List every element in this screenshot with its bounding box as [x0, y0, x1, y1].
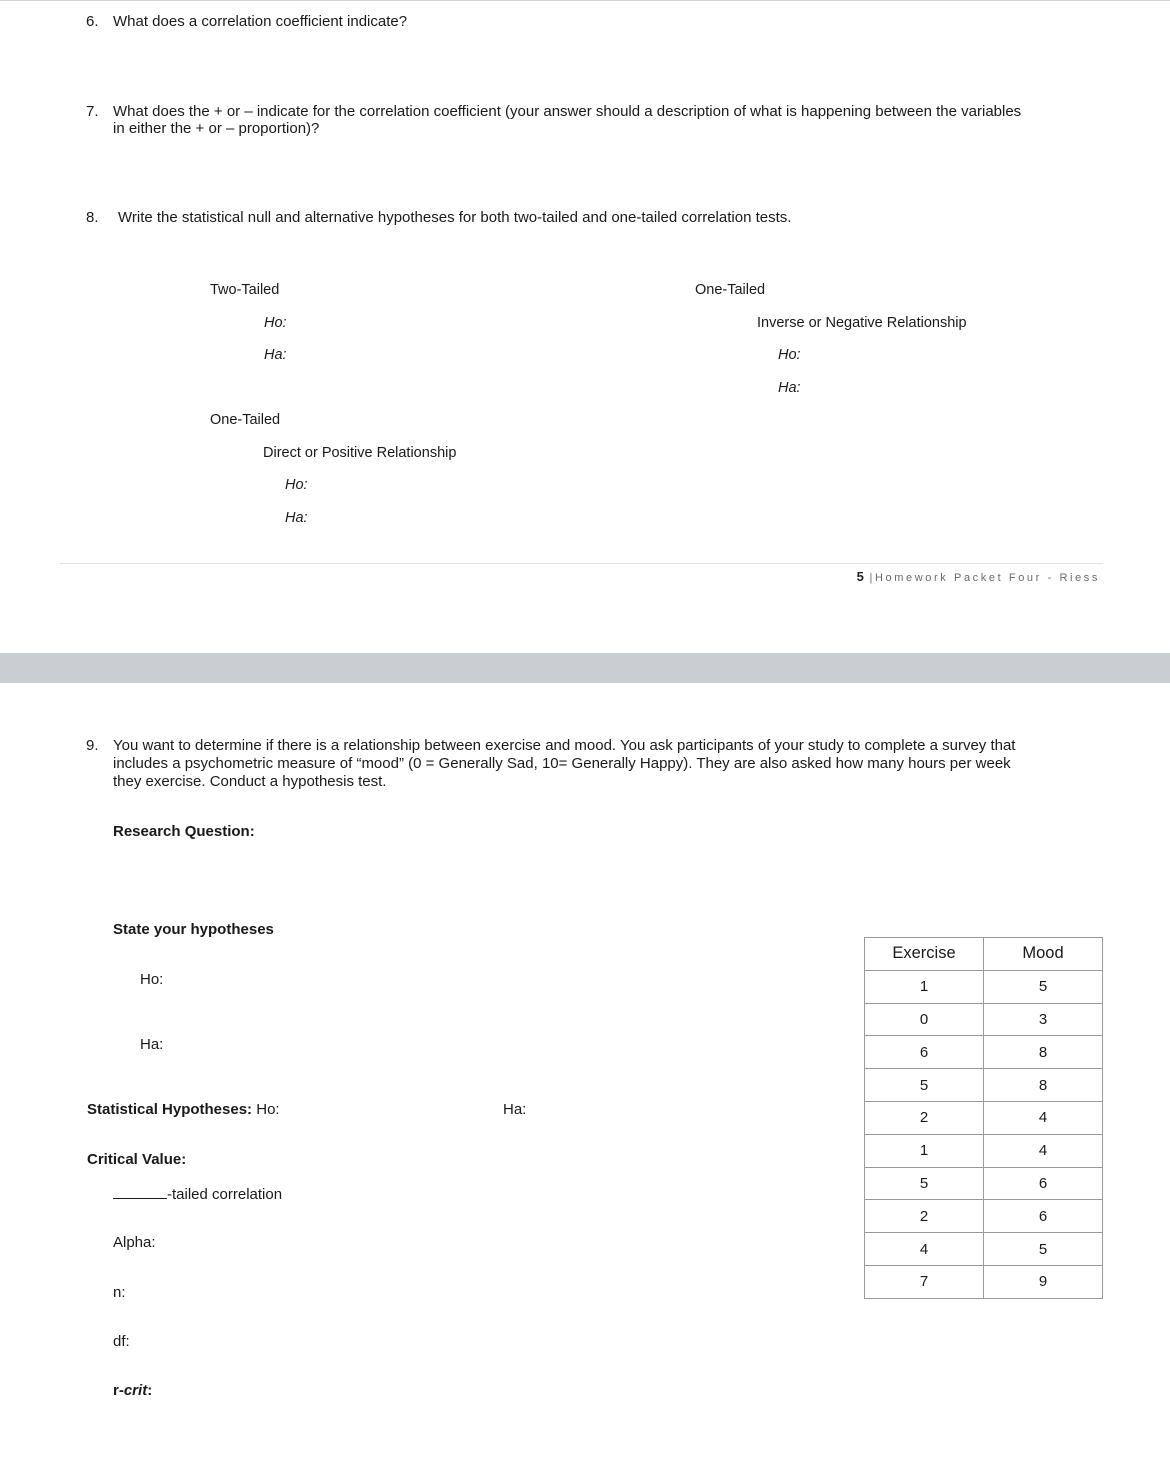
q6-number: 6.: [86, 13, 99, 30]
question-7: [86, 103, 99, 121]
exercise-cell: 5: [865, 1069, 984, 1102]
tailed-correlation-line: [113, 1184, 282, 1204]
table-row: [865, 1200, 1103, 1233]
q7-line-2: in either the + or – proportion)?: [113, 120, 320, 137]
statistical-hypotheses: [87, 1101, 280, 1119]
exercise-mood-table: [864, 937, 1103, 1299]
mood-cell: 9: [984, 1265, 1103, 1298]
page-break-band: [0, 653, 1170, 683]
positive-relationship-label: Direct or Positive Relationship: [263, 445, 457, 461]
footer-rule: [60, 563, 1103, 564]
q9-line-2: includes a psychometric measure of “mood” (0 = Generally Sad, 10= Generally Happy). They are also asked how many hours per week: [113, 755, 1011, 772]
q8-number: 8.: [86, 209, 99, 226]
state-hypotheses-label: State your hypotheses: [113, 921, 274, 938]
q9-ha: Ha:: [140, 1036, 164, 1053]
question-6: [86, 13, 408, 31]
mood-cell: 6: [984, 1200, 1103, 1233]
statistical-ha: Ha:: [503, 1101, 527, 1118]
exercise-cell: 4: [865, 1233, 984, 1266]
q9-line-1: You want to determine if there is a relationship between exercise and mood. You ask participants of your study to complete a survey that: [113, 737, 1016, 754]
top-rule: [0, 0, 1170, 1]
q6-text: What does a correlation coefficient indicate?: [113, 13, 408, 30]
tailed-correlation-label: -tailed correlation: [167, 1186, 283, 1203]
table-row: [865, 1003, 1103, 1036]
exercise-cell: 7: [865, 1265, 984, 1298]
r-crit-r: r-: [113, 1382, 124, 1399]
research-question-label: Research Question:: [113, 823, 255, 840]
one-tailed-negative-label: One-Tailed: [695, 282, 766, 298]
footer-title: Homework Packet Four - Riess: [874, 572, 1100, 584]
exercise-cell: 2: [865, 1200, 984, 1233]
table-row: [865, 1101, 1103, 1134]
two-tailed-label: Two-Tailed: [210, 282, 280, 298]
table-row: [865, 1036, 1103, 1069]
statistical-ho: Ho:: [252, 1101, 280, 1118]
mood-header: Mood: [984, 938, 1103, 971]
alpha-label: Alpha:: [113, 1234, 156, 1251]
r-crit-label: [113, 1382, 152, 1400]
q9-number: 9.: [86, 737, 99, 754]
negative-ha: Ha:: [778, 380, 801, 396]
two-tailed-ho: Ho:: [264, 315, 287, 331]
exercise-cell: 6: [865, 1036, 984, 1069]
r-crit-colon: :: [147, 1382, 153, 1399]
mood-cell: 6: [984, 1167, 1103, 1200]
mood-cell: 4: [984, 1134, 1103, 1167]
table-row: [865, 1233, 1103, 1266]
q9-ho: Ho:: [140, 971, 164, 988]
mood-cell: 5: [984, 970, 1103, 1003]
table-header-row: [865, 938, 1103, 971]
exercise-cell: 1: [865, 1134, 984, 1167]
q8-text: Write the statistical null and alternative hypotheses for both two-tailed and one-tailed correlation tests.: [118, 209, 792, 226]
mood-cell: 5: [984, 1233, 1103, 1266]
negative-relationship-label: Inverse or Negative Relationship: [757, 315, 967, 331]
df-label: df:: [113, 1333, 130, 1350]
table-row: [865, 970, 1103, 1003]
page-number: 5: [856, 569, 864, 584]
one-tailed-positive-label: One-Tailed: [210, 412, 281, 428]
table-row: [865, 1069, 1103, 1102]
two-tailed-ha: Ha:: [264, 347, 287, 363]
q7-line-1: What does the + or – indicate for the correlation coefficient (your answer should a description of what is happening between the variables: [113, 103, 1022, 120]
n-label: n:: [113, 1284, 126, 1301]
q7-number: 7.: [86, 103, 99, 120]
positive-ha: Ha:: [285, 510, 308, 526]
mood-cell: 8: [984, 1036, 1103, 1069]
exercise-cell: 1: [865, 970, 984, 1003]
mood-cell: 3: [984, 1003, 1103, 1036]
tailed-blank[interactable]: [113, 1184, 167, 1199]
positive-ho: Ho:: [285, 477, 308, 493]
mood-cell: 8: [984, 1069, 1103, 1102]
table-row: [865, 1134, 1103, 1167]
exercise-cell: 2: [865, 1101, 984, 1134]
r-crit-crit: crit: [123, 1382, 148, 1399]
footer-separator: |: [869, 572, 875, 584]
negative-ho: Ho:: [778, 347, 801, 363]
exercise-cell: 0: [865, 1003, 984, 1036]
exercise-cell: 5: [865, 1167, 984, 1200]
critical-value-label: Critical Value:: [87, 1151, 187, 1168]
page-footer: [857, 569, 1100, 584]
exercise-header: Exercise: [865, 938, 984, 971]
statistical-hypotheses-label: Statistical Hypotheses:: [87, 1101, 253, 1118]
q9-line-3: they exercise. Conduct a hypothesis test.: [113, 773, 387, 790]
table-row: [865, 1167, 1103, 1200]
mood-cell: 4: [984, 1101, 1103, 1134]
table-row: [865, 1265, 1103, 1298]
